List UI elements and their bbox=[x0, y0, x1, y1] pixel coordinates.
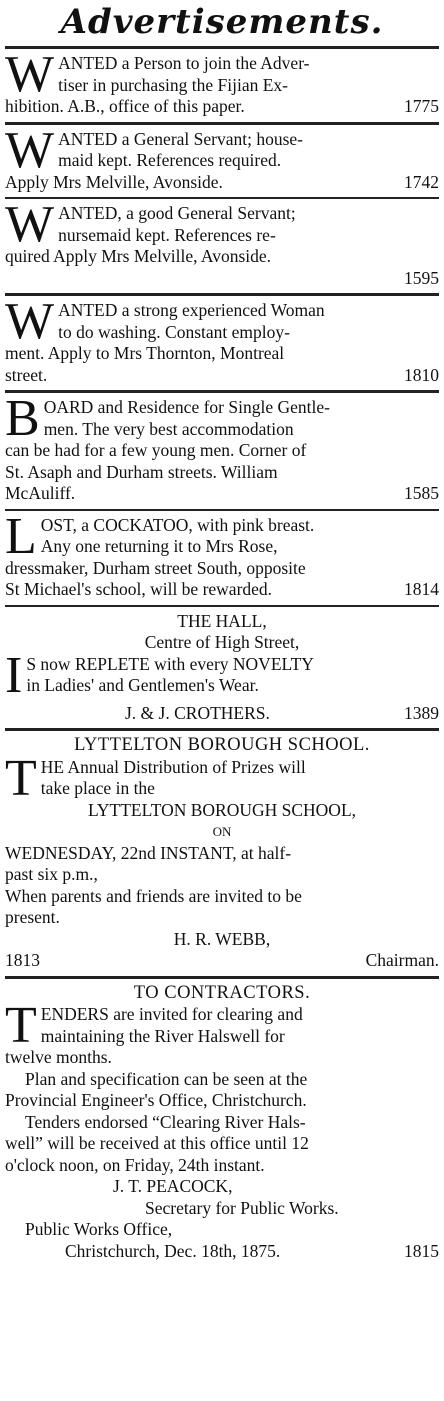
ad-line: St. Asaph and Durham streets. William bbox=[5, 461, 278, 482]
masthead-title: Advertisements. bbox=[60, 2, 384, 42]
ad-line: Any one returning it to Mrs Rose, bbox=[40, 536, 278, 556]
ad-line: McAuliff. bbox=[5, 483, 76, 503]
ad-title: THE HALL, bbox=[177, 610, 267, 631]
ad-line: ANTED a Person to join the Adver- bbox=[58, 53, 310, 73]
ad-heading: TO CONTRACTORS. bbox=[133, 982, 311, 1003]
ad-line: LYTTELTON BOROUGH SCHOOL, bbox=[87, 799, 357, 820]
divider bbox=[5, 976, 439, 979]
drop-cap: T bbox=[5, 749, 37, 807]
ad-signature: J. & J. CROTHERS. bbox=[125, 702, 270, 723]
ad-line: ANTED a strong experienced Woman bbox=[58, 300, 325, 320]
ad-line: St Michael's school, will be rewarded. bbox=[5, 579, 273, 599]
advertisement-2 bbox=[5, 121, 439, 194]
ad-line: ment. Apply to Mrs Thornton, Montreal bbox=[5, 343, 285, 363]
ad-line: maid kept. References required. bbox=[58, 150, 282, 170]
advertisement-3 bbox=[5, 196, 439, 289]
ad-line: maintaining the River Halswell for bbox=[40, 1025, 285, 1046]
ad-line: nursemaid kept. References re- bbox=[58, 224, 276, 245]
ad-heading: LYTTELTON BOROUGH SCHOOL. bbox=[74, 735, 370, 755]
ad-line: S now REPLETE with every NOVELTY bbox=[26, 653, 314, 674]
ad-line-with-number bbox=[5, 365, 439, 387]
ad-signer: H. R. WEBB, bbox=[173, 928, 271, 949]
ad-subtitle: Centre of High Street, bbox=[144, 632, 300, 652]
ad-line: Provincial Engineer's Office, Christchurch. bbox=[5, 1090, 307, 1110]
ad-number: 1810 bbox=[404, 364, 439, 385]
divider bbox=[5, 46, 439, 49]
ad-line-with-number bbox=[5, 579, 439, 601]
ad-line: When parents and friends are invited to be bbox=[5, 885, 302, 906]
ad-line: WEDNESDAY, 22nd INSTANT, at half- bbox=[5, 842, 292, 863]
ad-office: Public Works Office, bbox=[25, 1219, 173, 1239]
ad-line: can be had for a few young men. Corner of bbox=[5, 440, 307, 460]
ad-signer-role: Chairman. bbox=[365, 950, 439, 970]
ad-line: OARD and Residence for Single Gentle- bbox=[43, 397, 330, 417]
ad-line: hibition. A.B., office of this paper. bbox=[5, 96, 245, 116]
advertisement-8 bbox=[5, 735, 439, 972]
advertisement-4 bbox=[5, 293, 439, 386]
ad-number: 1585 bbox=[404, 483, 439, 503]
ad-number: 1815 bbox=[404, 1240, 439, 1261]
ad-line: HE Annual Distribution of Prizes will bbox=[40, 756, 306, 777]
ad-line-with-number bbox=[5, 172, 439, 194]
ad-line: Plan and specification can be seen at the bbox=[25, 1068, 308, 1089]
advertisement-1 bbox=[5, 46, 439, 118]
ad-number: 1775 bbox=[404, 96, 439, 116]
ad-line: ANTED, a good General Servant; bbox=[58, 203, 296, 223]
ad-signature-row bbox=[5, 950, 439, 972]
drop-cap: W bbox=[5, 196, 55, 253]
drop-cap: I bbox=[5, 646, 23, 704]
ad-place-date: Christchurch, Dec. 18th, 1875. bbox=[65, 1240, 281, 1261]
divider bbox=[5, 122, 439, 125]
ad-line: tiser in purchasing the Fijian Ex- bbox=[58, 74, 288, 95]
ad-line: in Ladies' and Gentlemen's Wear. bbox=[26, 675, 259, 695]
ad-line: well” will be received at this office until 12 bbox=[5, 1133, 309, 1153]
ad-line: quired Apply Mrs Melville, Avonside. bbox=[5, 246, 272, 266]
ad-line: men. The very best accommodation bbox=[43, 418, 294, 439]
divider bbox=[5, 390, 439, 393]
drop-cap: L bbox=[5, 507, 37, 565]
ad-line: past six p.m., bbox=[5, 864, 98, 884]
ad-line-with-number bbox=[5, 483, 439, 505]
divider bbox=[5, 197, 439, 199]
divider bbox=[5, 293, 439, 296]
ad-number: 1742 bbox=[404, 171, 439, 192]
ad-line: ON bbox=[212, 824, 232, 839]
ad-signature-row bbox=[5, 703, 439, 725]
ad-line: OST, a COCKATOO, with pink breast. bbox=[40, 514, 315, 535]
ad-number: 1595 bbox=[404, 267, 439, 288]
advertisement-5 bbox=[5, 390, 439, 505]
ad-signature-row bbox=[5, 1241, 439, 1263]
ad-line: o'clock noon, on Friday, 24th instant. bbox=[5, 1154, 265, 1175]
ad-line-with-number bbox=[5, 96, 439, 118]
ad-line: ANTED a General Servant; house- bbox=[58, 128, 304, 149]
ad-number: 1813 bbox=[5, 950, 40, 970]
divider bbox=[5, 605, 439, 607]
divider bbox=[5, 509, 439, 511]
drop-cap: W bbox=[5, 121, 55, 179]
drop-cap: W bbox=[5, 293, 55, 350]
drop-cap: T bbox=[5, 997, 37, 1054]
ad-line: Apply Mrs Melville, Avonside. bbox=[5, 171, 223, 192]
advertisement-9 bbox=[5, 983, 439, 1263]
ad-signer: J. T. PEACOCK, bbox=[113, 1176, 233, 1196]
ad-line: present. bbox=[5, 907, 60, 927]
ad-line: ENDERS are invited for clearing and bbox=[40, 1004, 303, 1024]
divider bbox=[5, 728, 439, 731]
advertisement-6 bbox=[5, 507, 439, 601]
ad-line: to do washing. Constant employ- bbox=[58, 321, 290, 342]
ad-number: 1814 bbox=[404, 579, 439, 599]
ad-line: Tenders endorsed “Clearing River Hals- bbox=[25, 1111, 306, 1132]
ad-signer-role: Secretary for Public Works. bbox=[145, 1197, 339, 1218]
ad-line: street. bbox=[5, 364, 48, 385]
ad-line: twelve months. bbox=[5, 1047, 112, 1067]
ad-number: 1389 bbox=[404, 702, 439, 723]
drop-cap: B bbox=[5, 390, 40, 447]
advertisement-7 bbox=[5, 611, 439, 725]
ad-line: dressmaker, Durham street South, opposite bbox=[5, 557, 306, 578]
ad-line: take place in the bbox=[40, 778, 155, 798]
drop-cap: W bbox=[5, 46, 55, 103]
